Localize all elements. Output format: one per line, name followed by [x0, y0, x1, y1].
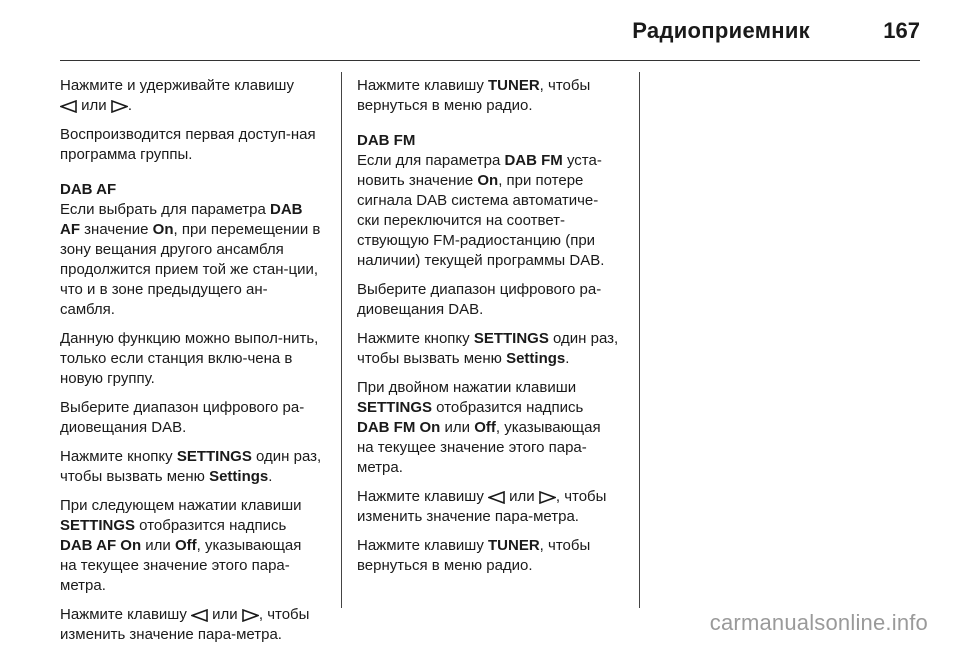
triangle-left-icon	[191, 609, 208, 622]
paragraph: При следующем нажатии клавиши SETTINGS отобразится надпись DAB AF On или Off, указывающая на текущее значение этого пара-метра.	[60, 497, 302, 594]
paragraph: Нажмите и удерживайте клавишу или .	[60, 77, 294, 114]
text-column-2	[357, 76, 619, 585]
section-heading-dab-fm: DAB FM	[357, 132, 416, 149]
column-divider	[639, 72, 640, 608]
paragraph: Нажмите кнопку SETTINGS один раз, чтобы вызвать меню Settings.	[60, 448, 322, 485]
page-title: Радиоприемник	[632, 18, 810, 43]
column-divider	[341, 72, 342, 608]
paragraph: Нажмите кнопку SETTINGS один раз, чтобы вызвать меню Settings.	[357, 330, 619, 367]
paragraph: Нажмите клавишу TUNER, чтобы вернуться в меню радио.	[357, 77, 591, 114]
paragraph: При двойном нажатии клавиши SETTINGS отобразится надпись DAB FM On или Off, указывающая на текущее значение этого пара-метра.	[357, 379, 601, 476]
page-header	[60, 0, 920, 61]
paragraph: Нажмите клавишу или , чтобы изменить значение пара-метра.	[60, 606, 310, 643]
watermark: carmanualsonline.info	[709, 610, 928, 635]
triangle-left-icon	[488, 491, 505, 504]
triangle-right-icon	[111, 100, 128, 113]
paragraph: Нажмите клавишу TUNER, чтобы вернуться в меню радио.	[357, 537, 591, 574]
triangle-right-icon	[242, 609, 259, 622]
paragraph: Выберите диапазон цифрового ра-диовещания DAB.	[357, 281, 602, 318]
text-column-1	[60, 76, 322, 654]
paragraph: Если выбрать для параметра DAB AF значение On, при перемещении в зону вещания другого ансамбля продолжится прием той же стан-ции, что и в зоне предыдущего ан-самбля.	[60, 201, 321, 318]
paragraph: Выберите диапазон цифрового ра-диовещания DAB.	[60, 399, 305, 436]
section-heading-dab-af: DAB AF	[60, 181, 117, 198]
paragraph: Если для параметра DAB FM уста-новить значение On, при потере сигнала DAB система автоматиче-ски переключится на соответ-ствующую FM-радиостанцию (при наличии) текущей программы DAB.	[357, 152, 605, 269]
triangle-right-icon	[539, 491, 556, 504]
page-number: 167	[883, 18, 920, 43]
paragraph: Данную функцию можно выпол-нить, только если станция вклю-чена в новую группу.	[60, 330, 319, 387]
paragraph: Воспроизводится первая доступ-ная программа группы.	[60, 126, 316, 163]
paragraph: Нажмите клавишу или , чтобы изменить значение пара-метра.	[357, 488, 607, 525]
triangle-left-icon	[60, 100, 77, 113]
